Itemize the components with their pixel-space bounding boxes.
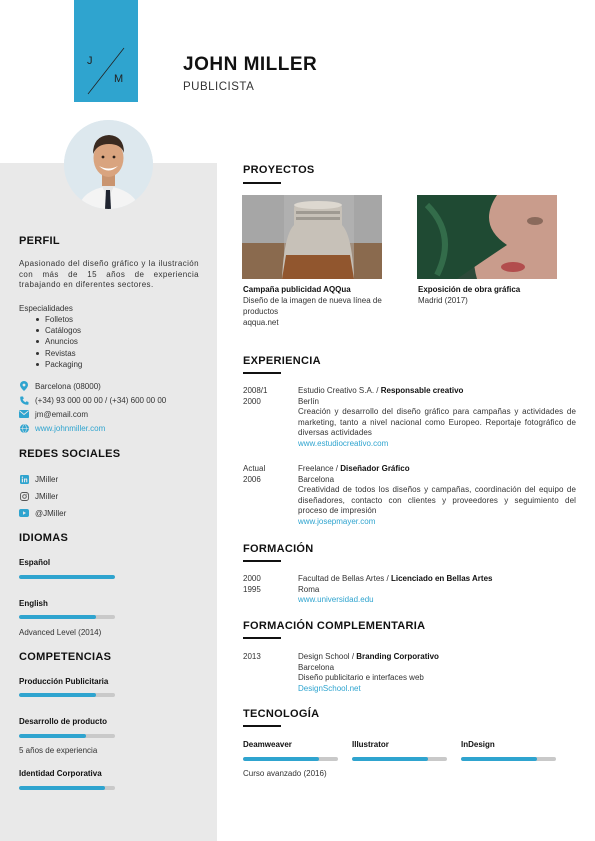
- section-rule: [243, 637, 281, 639]
- entry-position: Responsable creativo: [380, 386, 464, 395]
- tech-bar: [461, 757, 556, 761]
- email-text[interactable]: jm@email.com: [35, 409, 89, 419]
- entry-link[interactable]: www.universidad.edu: [298, 595, 374, 604]
- date-start: 1995: [243, 584, 261, 594]
- monogram-divider: [74, 0, 138, 102]
- entry-heading: [298, 652, 576, 663]
- entry-sep: /: [384, 574, 391, 583]
- language-name-spanish: Español: [19, 558, 51, 567]
- skill-bar: [19, 693, 115, 697]
- education-title: FORMACIÓN: [243, 543, 314, 555]
- list-item: Anuncios: [36, 336, 82, 347]
- complementary-entry: [298, 652, 576, 694]
- social-label: JMiller: [35, 474, 59, 484]
- date-end: Actual: [243, 464, 266, 473]
- entry-city: Roma: [298, 584, 320, 594]
- entry-sep: /: [374, 386, 381, 395]
- portrait-image: [64, 120, 153, 209]
- entry-position: Diseñador Gráfico: [340, 464, 410, 473]
- skills-title: COMPETENCIAS: [19, 651, 112, 663]
- entry-sep: /: [349, 652, 357, 661]
- entry-heading: [298, 574, 576, 585]
- entry-heading: [298, 464, 576, 475]
- entry-degree: Licenciado en Bellas Artes: [390, 574, 493, 583]
- social-instagram[interactable]: [19, 490, 58, 502]
- candidate-name: JOHN MILLER: [183, 54, 318, 75]
- social-label: @JMiller: [35, 508, 67, 518]
- entry-desc: Creatividad de todos los diseños y campañas, coordinación del equipo de diseñadores, contacto con clientes y proveedores y seguimiento del proceso de impresión: [298, 485, 576, 515]
- youtube-icon: [19, 508, 29, 518]
- complementary-title: FORMACIÓN COMPLEMENTARIA: [243, 620, 426, 632]
- project-desc: Madrid (2017): [418, 296, 468, 305]
- entry-link[interactable]: DesignSchool.net: [298, 683, 361, 693]
- project-desc: productos: [243, 307, 279, 316]
- project-title: Exposición de obra gráfica: [418, 285, 521, 294]
- skill-name: Desarrollo de producto: [19, 717, 108, 726]
- experience-entry: [298, 386, 576, 449]
- monogram-block: [74, 0, 138, 102]
- candidate-role: PUBLICISTA: [183, 81, 255, 93]
- list-item: Packaging: [36, 359, 82, 370]
- specialties-list: [36, 314, 82, 370]
- education-date: [243, 574, 261, 595]
- experience-date: [243, 386, 267, 407]
- tech-name: InDesign: [461, 740, 495, 749]
- phone-icon: [19, 395, 29, 405]
- tech-name: Illustrator: [352, 740, 389, 749]
- list-item: Folletos: [36, 314, 82, 325]
- profile-text: Apasionado del diseño gráfico y la ilustración con más de 15 años de experiencia trabajando en diferentes sectores.: [19, 259, 199, 289]
- entry-desc: Creación y desarrollo del diseño gráfico para campañas y actividades de marketing, tanto a nivel nacional como Europeo. Reportaje fotográfico de diversas actividades: [298, 407, 576, 437]
- skill-bar: [19, 734, 115, 738]
- project-desc: Diseño de la imagen de nueva línea de: [243, 296, 382, 305]
- tech-bar: [243, 757, 338, 761]
- contact-address: [19, 380, 101, 392]
- tech-bar: [352, 757, 447, 761]
- list-item: Catálogos: [36, 325, 82, 336]
- monogram-letter-2: M: [114, 73, 124, 85]
- skill-bar: [19, 786, 115, 790]
- social-youtube[interactable]: [19, 507, 66, 519]
- contact-email: [19, 408, 88, 420]
- tech-note: Curso avanzado (2016): [243, 769, 327, 778]
- list-item: Revistas: [36, 348, 82, 359]
- mail-icon: [19, 409, 29, 419]
- specialties-label: Especialidades: [19, 304, 73, 313]
- entry-heading: [298, 386, 576, 397]
- languages-title: IDIOMAS: [19, 532, 69, 544]
- social-label: JMiller: [35, 491, 59, 501]
- projects-title: PROYECTOS: [243, 164, 315, 176]
- language-note-english: Advanced Level (2014): [19, 628, 102, 637]
- skill-note: 5 años de experiencia: [19, 746, 98, 755]
- skill-name: Producción Publicitaria: [19, 677, 109, 686]
- section-rule: [243, 372, 281, 374]
- complementary-date: [243, 652, 261, 663]
- project-image-bottle: [242, 195, 382, 279]
- date-end: 2008/1: [243, 386, 268, 395]
- phone-text: (+34) 93 000 00 00 / (+34) 600 00 00: [35, 395, 167, 405]
- instagram-icon: [19, 491, 29, 501]
- experience-title: EXPERIENCIA: [243, 355, 321, 367]
- language-name-english: English: [19, 599, 48, 608]
- entry-org: Design School: [298, 652, 350, 661]
- address-text: Barcelona (08000): [35, 381, 101, 391]
- project-link[interactable]: aqqua.net: [243, 318, 279, 327]
- avatar: [64, 120, 153, 209]
- entry-org: Facultad de Bellas Artes: [298, 574, 385, 583]
- monogram-letter-1: J: [87, 55, 93, 67]
- technology-title: TECNOLOGÍA: [243, 708, 320, 720]
- linkedin-icon: [19, 474, 29, 484]
- project-title: Campaña publicidad AQQua: [243, 285, 351, 294]
- entry-sep: /: [333, 464, 341, 473]
- entry-org: Estudio Creativo S.A.: [298, 386, 375, 395]
- entry-city: Berlín: [298, 396, 319, 406]
- entry-course: Branding Corporativo: [356, 652, 439, 661]
- entry-desc: Diseño publicitario e interfaces web: [298, 673, 424, 682]
- education-entry: [298, 574, 576, 606]
- section-rule: [243, 725, 281, 727]
- date-start: 2000: [243, 396, 261, 406]
- date-start: 2006: [243, 474, 261, 484]
- social-title: REDES SOCIALES: [19, 448, 121, 460]
- language-bar-english: [19, 615, 115, 619]
- contact-web: [19, 422, 105, 434]
- experience-date: [243, 464, 265, 485]
- entry-link[interactable]: www.josepmayer.com: [298, 516, 376, 526]
- entry-city: Barcelona: [298, 662, 335, 672]
- entry-org: Freelance: [298, 464, 334, 473]
- project-image-portrait: [417, 195, 557, 279]
- contact-phone: [19, 394, 166, 406]
- tech-name: Deamweaver: [243, 740, 292, 749]
- entry-link[interactable]: www.estudiocreativo.com: [298, 438, 389, 448]
- social-linkedin[interactable]: [19, 473, 58, 485]
- section-rule: [243, 560, 281, 562]
- location-pin-icon: [19, 381, 29, 391]
- skill-name: Identidad Corporativa: [19, 769, 102, 778]
- date-year: 2013: [243, 652, 261, 661]
- entry-city: Barcelona: [298, 474, 335, 484]
- profile-title: PERFIL: [19, 235, 60, 247]
- website-link[interactable]: www.johnmiller.com: [35, 423, 106, 433]
- experience-entry: [298, 464, 576, 527]
- date-end: 2000: [243, 574, 261, 583]
- globe-icon: [19, 423, 29, 433]
- section-rule: [243, 182, 281, 184]
- language-bar-spanish: [19, 575, 115, 579]
